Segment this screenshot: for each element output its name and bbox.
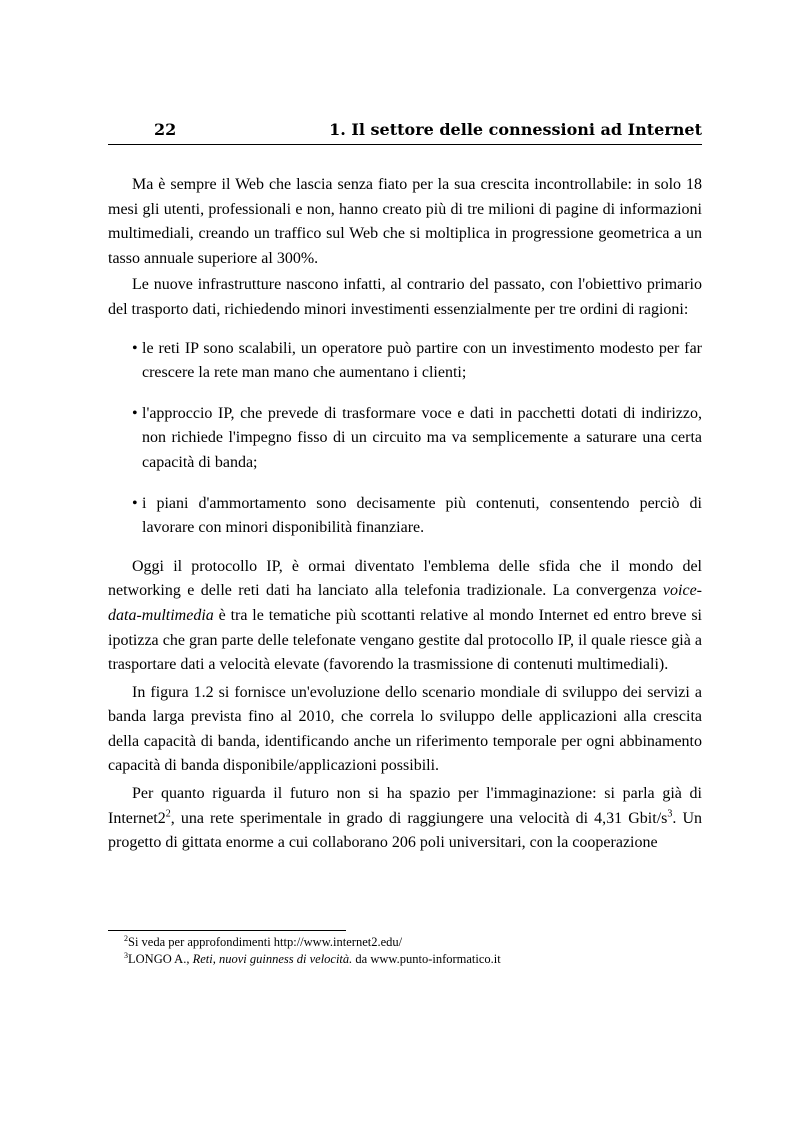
paragraph-internet2 [108, 782, 702, 856]
footnote-divider [108, 930, 346, 931]
emphasis-term: voice-data-multimedia [108, 582, 702, 624]
page-body [108, 173, 702, 859]
reasons-list [108, 337, 702, 541]
paragraph-text: Per quanto riguarda il futuro non si ha spazio per l'immaginazione: si parla già di Internet2 [108, 785, 702, 827]
footnote-text: da www.punto-informatico.it [352, 952, 501, 966]
paragraph-text: è tra le tematiche più scottanti relative al mondo Internet ed entro breve si ipotizza che gran parte delle telefonate vengano gestite dal protocollo IP, il quale riesce già a trasportare dati a velocità elevate (favorendo la trasmissione di contenuti multimediali). [108, 606, 702, 674]
footnote-mark: 2 [124, 933, 128, 943]
page-number: 22 [154, 120, 177, 139]
footnote-title: Reti, nuovi guinness di velocità. [192, 952, 353, 966]
paragraph-web-growth: Ma è sempre il Web che lascia senza fiato per la sua crescita incontrollabile: in solo 18 mesi gli utenti, professionali e non, hanno creato più di tre milioni di pagine di informazioni multimediali, creando un traffico sul Web che si moltiplica in progressione geometrica a un tasso annuale superiore al 300%. [108, 176, 702, 267]
list-item [108, 402, 702, 476]
list-item-text: le reti IP sono scalabili, un operatore può partire con un investimento modesto per far crescere la rete man mano che aumentano i clienti; [142, 339, 702, 382]
list-item-text: i piani d'ammortamento sono decisamente più contenuti, consentendo perciò di lavorare con minori disponibilità finanziare. [142, 494, 702, 537]
bullet-icon: • [132, 339, 138, 357]
paragraph-ip-protocol [108, 555, 702, 678]
bullet-icon: • [132, 494, 138, 512]
list-item-text: l'approccio IP, che prevede di trasformare voce e dati in pacchetti dotati di indirizzo, non richiede l'impegno fisso di un circuito ma va semplicemente a saturare una certa capacità di banda; [142, 404, 702, 471]
paragraph-text: Oggi il protocollo IP, è ormai diventato l'emblema delle sfida che il mondo del networking e delle reti dati ha lanciato alla telefonia tradizionale. La convergenza [108, 557, 702, 600]
footnote-3 [108, 951, 702, 968]
footnote-mark: 3 [124, 950, 128, 960]
chapter-title: 1. Il settore delle connessioni ad Internet [329, 120, 702, 139]
paragraph-text: , una rete sperimentale in grado di raggiungere una velocità di 4,31 Gbit/s [170, 809, 668, 827]
paragraph-figure-reference: In figura 1.2 si fornisce un'evoluzione dello scenario mondiale di sviluppo dei servizi a banda larga prevista fino al 2010, che correla lo sviluppo delle applicazioni alla crescita della capacità di banda, identificando anche un riferimento temporale per ogni abbinamento capacità di banda disponibile/applicazioni possibili. [108, 683, 702, 775]
running-header [108, 120, 702, 145]
footnote-text: LONGO A., [128, 952, 193, 966]
bullet-icon: • [132, 404, 138, 422]
paragraph-text: . Un progetto di gittata enorme a cui collaborano 206 poli universitari, con la cooperazione [108, 809, 702, 852]
list-item [108, 337, 702, 386]
paragraph-infrastructure: Le nuove infrastrutture nascono infatti, al contrario del passato, con l'obiettivo primario del trasporto dati, richiedendo minori investimenti essenzialmente per tre ordini di ragioni: [108, 276, 702, 318]
footnote-2 [108, 934, 702, 951]
footnote-ref[interactable]: 2 [165, 808, 171, 820]
footnote-text: Si veda per approfondimenti http://www.internet2.edu/ [128, 935, 403, 949]
footnote-ref[interactable]: 3 [667, 808, 673, 820]
footnotes [108, 934, 702, 968]
list-item [108, 492, 702, 541]
